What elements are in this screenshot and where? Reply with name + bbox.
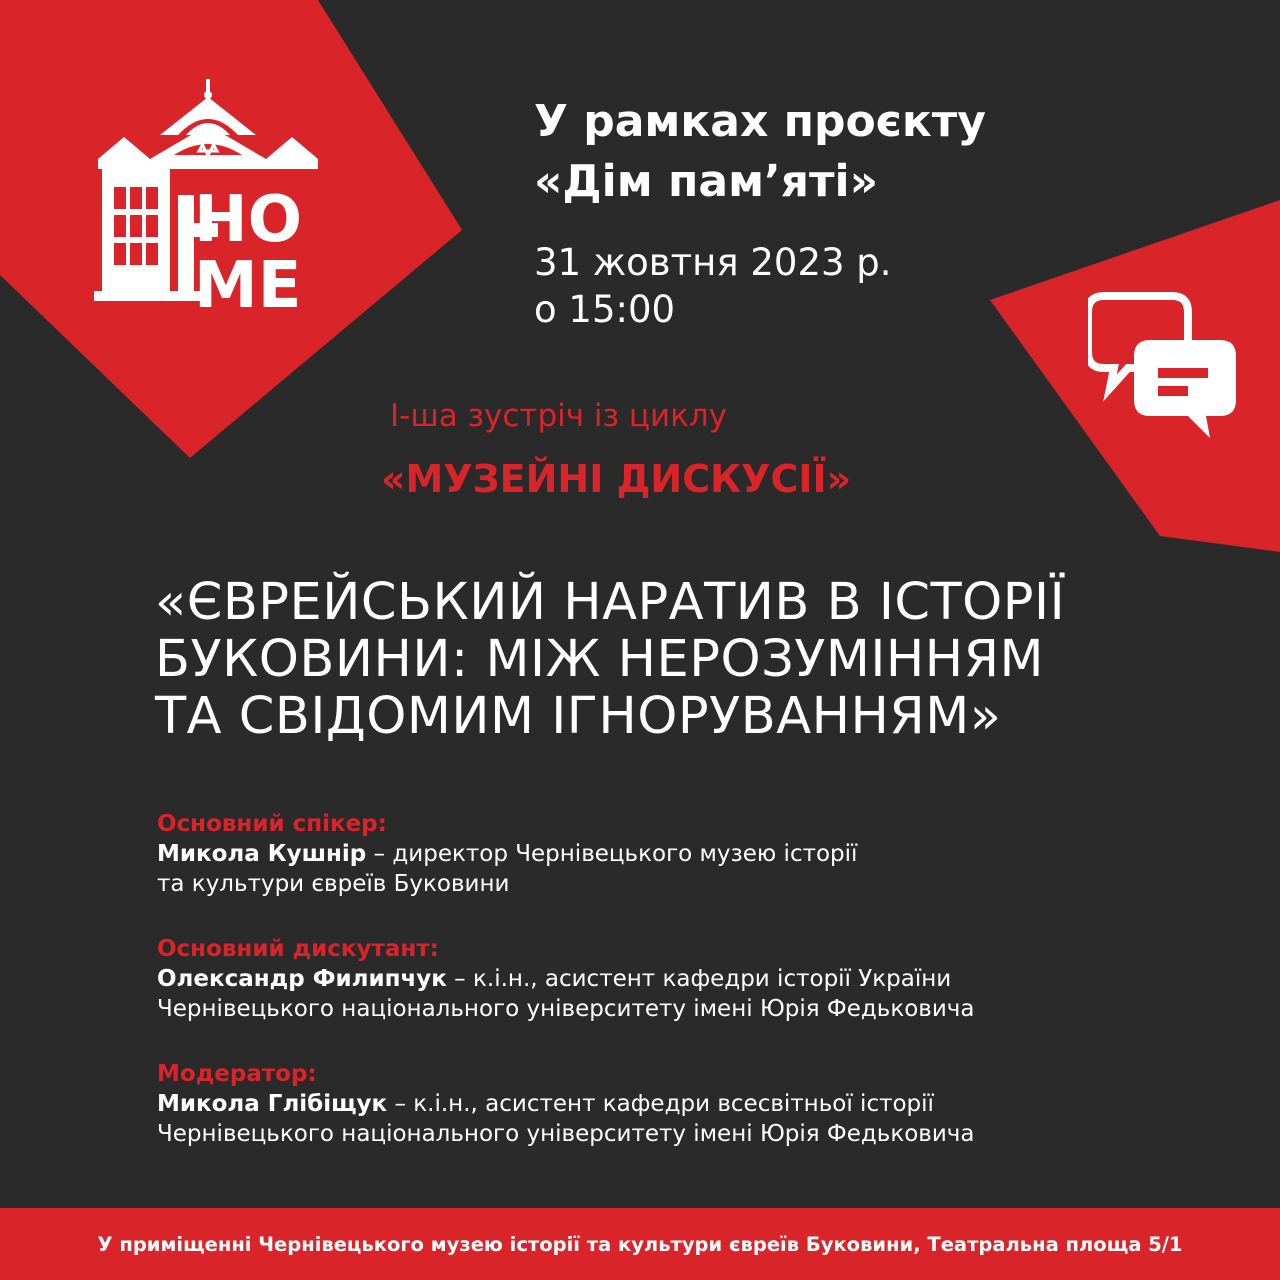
participant-role: Модератор: bbox=[157, 1061, 317, 1087]
chat-bubbles-icon bbox=[1088, 292, 1244, 444]
logo-letters-top: HO bbox=[194, 183, 302, 257]
participant-position: – к.і.н., асистент кафедри історії України bbox=[446, 966, 952, 992]
participant-moderator bbox=[157, 1060, 1207, 1149]
participant-position: – к.і.н., асистент кафедри всесвітньої історії bbox=[387, 1091, 934, 1117]
participant-position-cont: Чернівецького національного університету імені Юрія Федьковича bbox=[157, 1121, 975, 1147]
talk-title-line: БУКОВИНИ: МІЖ НЕРОЗУМІННЯМ bbox=[155, 630, 1045, 689]
event-date: 31 жовтня 2023 р. bbox=[534, 241, 892, 284]
participant-speaker bbox=[157, 810, 1207, 899]
logo-letters-bottom: ME bbox=[194, 249, 302, 315]
venue-footer bbox=[0, 1208, 1280, 1280]
participant-role: Основний дискутант: bbox=[157, 936, 439, 962]
participant-role: Основний спікер: bbox=[157, 811, 387, 837]
participant-name: Олександр Филипчук bbox=[157, 966, 447, 992]
participant-discussant bbox=[157, 935, 1207, 1024]
project-caption: У рамках проєкту bbox=[534, 96, 986, 147]
series-name: «МУЗЕЙНІ ДИСКУСІЇ» bbox=[381, 457, 852, 501]
participant-description bbox=[157, 964, 1207, 994]
participants-list bbox=[157, 810, 1207, 1185]
participant-name: Микола Глібіщук bbox=[157, 1091, 388, 1117]
participant-description bbox=[157, 839, 1207, 869]
home-logo bbox=[90, 75, 330, 315]
participant-description bbox=[157, 1089, 1207, 1119]
participant-name: Микола Кушнір bbox=[157, 841, 367, 867]
participant-position-cont: та культури євреїв Буковини bbox=[157, 871, 510, 897]
series-intro: І-ша зустріч із циклу bbox=[390, 398, 728, 434]
event-time: о 15:00 bbox=[534, 288, 676, 331]
venue-address: У приміщенні Чернівецького музею історії та культури євреїв Буковини, Театральна площа 5/1 bbox=[97, 1232, 1183, 1256]
participant-position-cont: Чернівецького національного університету імені Юрія Федьковича bbox=[157, 996, 975, 1022]
talk-title-line: «ЄВРЕЙСЬКИЙ НАРАТИВ В ІСТОРІЇ bbox=[155, 573, 1066, 632]
talk-title-line: ТА СВІДОМИМ ІГНОРУВАННЯМ» bbox=[155, 687, 1002, 746]
project-name: «Дім пам’яті» bbox=[534, 156, 879, 207]
participant-position: – директор Чернівецького музею історії bbox=[366, 841, 858, 867]
